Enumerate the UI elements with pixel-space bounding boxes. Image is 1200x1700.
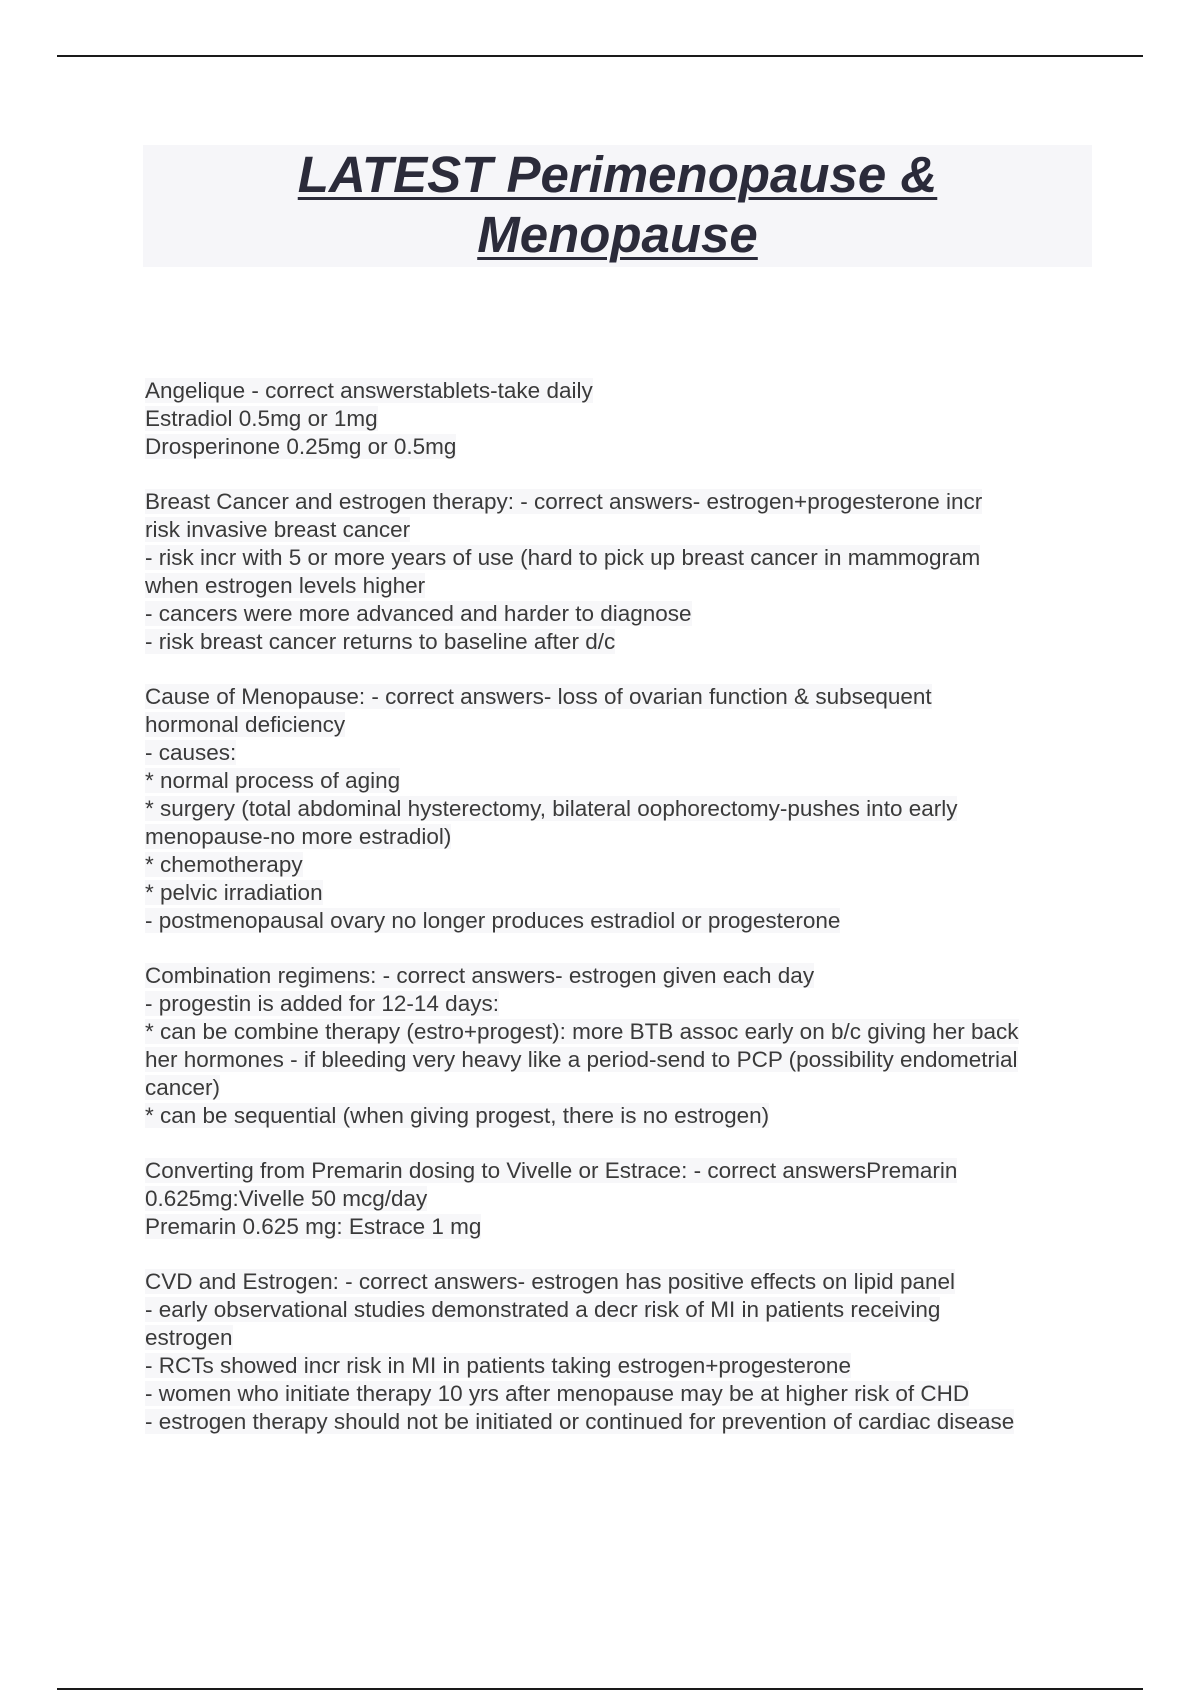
qa-cvd-and-estrogen <box>145 1268 1090 1436</box>
text-line: Premarin 0.625 mg: Estrace 1 mg <box>145 1214 482 1239</box>
text-line: - progestin is added for 12-14 days: <box>145 991 499 1016</box>
qa-combination-regimens <box>145 962 1090 1130</box>
document-title <box>143 145 1092 265</box>
top-rule <box>57 55 1143 57</box>
text-line: - women who initiate therapy 10 yrs after menopause may be at higher risk of CHD <box>145 1381 970 1406</box>
text-line: Converting from Premarin dosing to Vivelle or Estrace: - correct answersPremarin <box>145 1158 958 1183</box>
text-line: when estrogen levels higher <box>145 573 426 598</box>
text-line: risk invasive breast cancer <box>145 517 411 542</box>
text-line: - RCTs showed incr risk in MI in patients taking estrogen+progesterone <box>145 1353 851 1378</box>
qa-converting-premarin <box>145 1157 1090 1241</box>
text-line: - risk incr with 5 or more years of use (hard to pick up breast cancer in mammogram <box>145 545 981 570</box>
text-line: Cause of Menopause: - correct answers- loss of ovarian function & subsequent <box>145 684 932 709</box>
qa-breast-cancer <box>145 488 1090 656</box>
text-line: Estradiol 0.5mg or 1mg <box>145 406 378 431</box>
text-line: * can be combine therapy (estro+progest): more BTB assoc early on b/c giving her back <box>145 1019 1019 1044</box>
text-line: * surgery (total abdominal hysterectomy, bilateral oophorectomy-pushes into early <box>145 796 958 821</box>
text-line: Angelique - correct answerstablets-take daily <box>145 378 593 403</box>
document-body <box>145 377 1090 1463</box>
text-line: Drosperinone 0.25mg or 0.5mg <box>145 434 457 459</box>
text-line: CVD and Estrogen: - correct answers- estrogen has positive effects on lipid panel <box>145 1269 955 1294</box>
title-line-2: Menopause <box>477 206 758 263</box>
text-line: - causes: <box>145 740 237 765</box>
text-line: Breast Cancer and estrogen therapy: - correct answers- estrogen+progesterone incr <box>145 489 983 514</box>
text-line: 0.625mg:Vivelle 50 mcg/day <box>145 1186 428 1211</box>
text-line: Combination regimens: - correct answers- estrogen given each day <box>145 963 815 988</box>
qa-cause-of-menopause <box>145 683 1090 935</box>
text-line: - risk breast cancer returns to baseline after d/c <box>145 629 616 654</box>
text-line: menopause-no more estradiol) <box>145 824 452 849</box>
text-line: - postmenopausal ovary no longer produces estradiol or progesterone <box>145 908 841 933</box>
bottom-rule <box>57 1688 1143 1690</box>
text-line: * chemotherapy <box>145 852 303 877</box>
title-band <box>143 145 1092 267</box>
text-line: hormonal deficiency <box>145 712 346 737</box>
text-line: * can be sequential (when giving progest, there is no estrogen) <box>145 1103 770 1128</box>
text-line: her hormones - if bleeding very heavy like a period-send to PCP (possibility endometrial <box>145 1047 1018 1072</box>
text-line: - cancers were more advanced and harder to diagnose <box>145 601 692 626</box>
text-line: - early observational studies demonstrated a decr risk of MI in patients receiving <box>145 1297 941 1322</box>
text-line: - estrogen therapy should not be initiated or continued for prevention of cardiac disease <box>145 1409 1015 1434</box>
text-line: * normal process of aging <box>145 768 401 793</box>
text-line: * pelvic irradiation <box>145 880 323 905</box>
qa-angelique <box>145 377 1090 461</box>
text-line: estrogen <box>145 1325 233 1350</box>
title-line-1: LATEST Perimenopause & <box>297 146 938 203</box>
text-line: cancer) <box>145 1075 221 1100</box>
